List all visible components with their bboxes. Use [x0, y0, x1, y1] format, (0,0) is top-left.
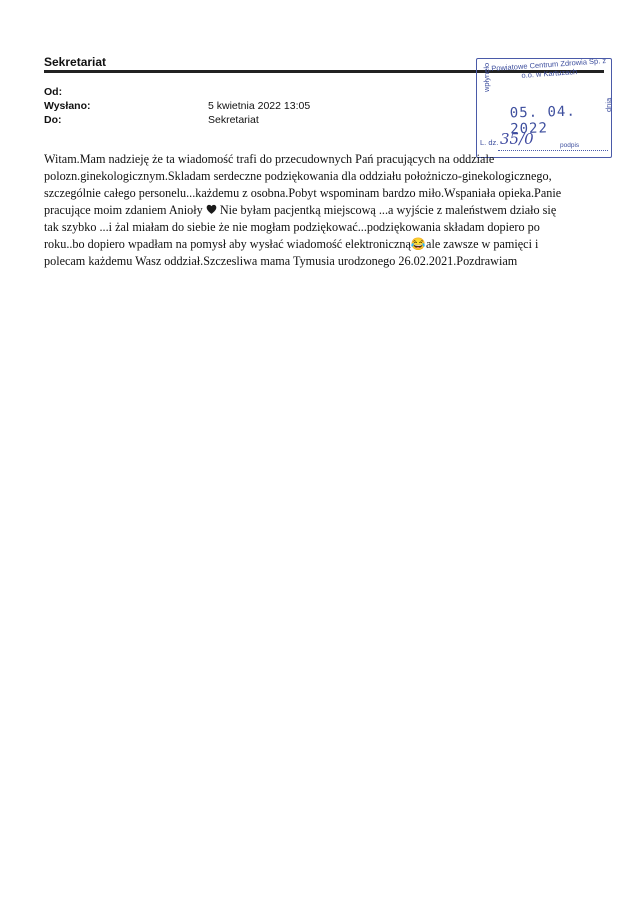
- sent-label: Wysłano:: [44, 100, 91, 112]
- stamp-ldz-label: L. dz.: [480, 138, 499, 147]
- stamp-organization: Powiatowe Centrum Zdrowia Sp. z o.o. w Kartuzach: [490, 56, 607, 80]
- message-body-part1: Witam.Mam nadzieję że ta wiadomość trafi do przecudownych Pań pracujących na oddziale polozn.ginekologicznym.Skladam serdeczne podziękowania dla oddziału położniczo-ginekologicznego, szczególnie całego personelu...każdemu z osobna.Pobyt wspominam bardzo miło.Wspaniała opieka.Panie pracujące moim zdaniem Anioły: [44, 152, 562, 217]
- stamp-ldz-number: 35/0: [500, 130, 534, 148]
- to-value: Sekretariat: [208, 114, 259, 126]
- message-body-part2: Nie byłam pacjentką miejscową ...a wyjście z maleństwem działo się tak szybko ...i żal miałam do siebie że nie mogłam podziękować...podziękowania składam dopiero po roku..bo dopiero wpadłam na pomysł aby wysłać wiadomość elektroniczną😂ale zawsze w pamięci i polecam każdemu Wasz oddział.Szczesliwa mama Tymusia urodzonego 26.02.2021.Pozdrawiam: [44, 203, 557, 268]
- stamp-received-label: wpłynęło: [482, 62, 491, 92]
- registry-stamp: [476, 58, 612, 158]
- stamp-date: 05. 04. 2022: [509, 103, 577, 138]
- sent-value: 5 kwietnia 2022 13:05: [208, 100, 311, 112]
- message-body: [44, 151, 604, 270]
- stamp-day-label: dnia: [604, 97, 613, 112]
- stamp-signature-label: podpis: [560, 142, 580, 149]
- to-label: Do:: [44, 114, 62, 126]
- black-heart-icon: [206, 204, 217, 215]
- sender-title: Sekretariat: [44, 55, 107, 69]
- from-label: Od:: [44, 86, 63, 98]
